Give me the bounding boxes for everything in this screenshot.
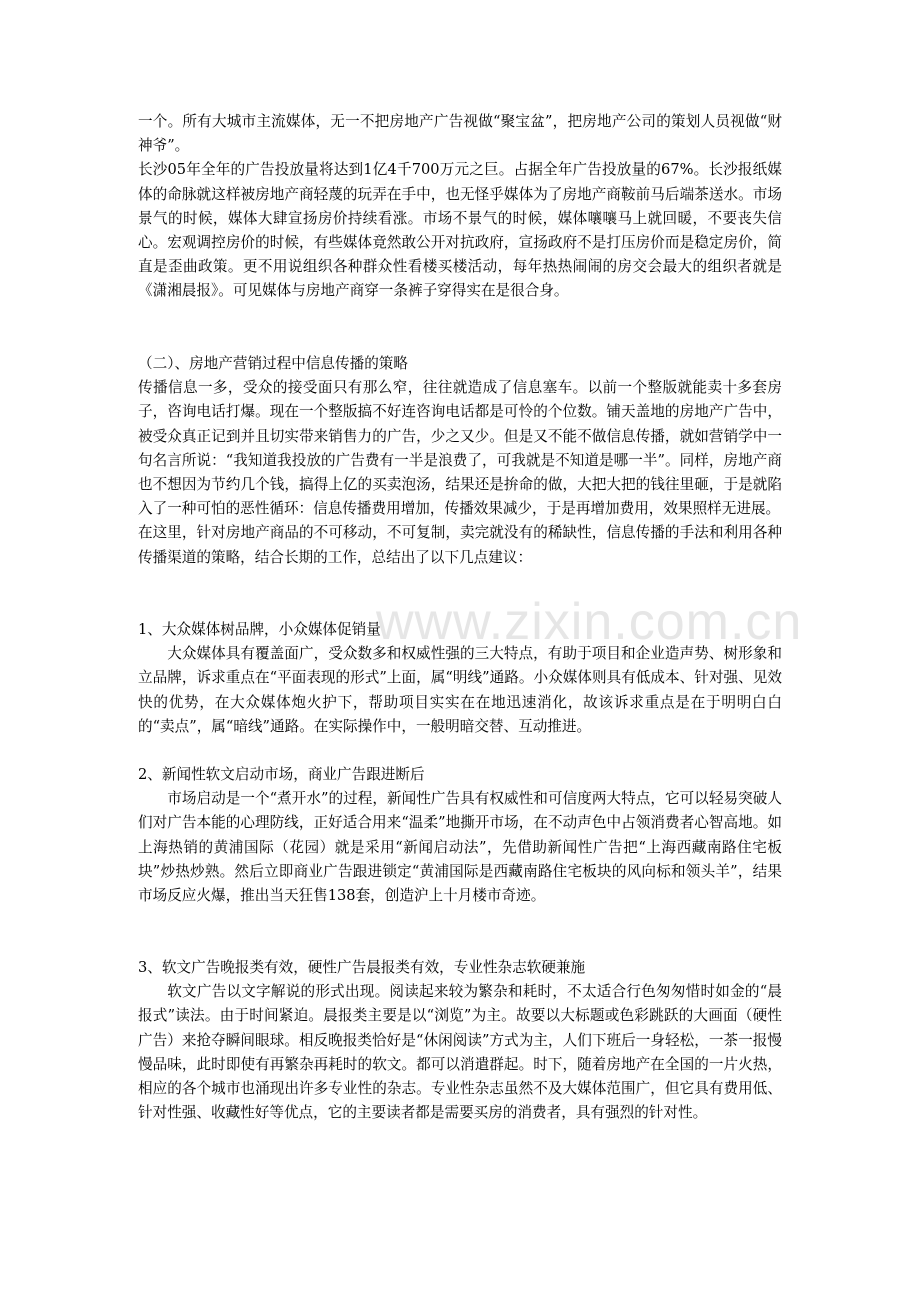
suggestion-1-paragraph: 大众媒体具有覆盖面广，受众数多和权威性强的三大特点，有助于项目和企业造声势、树形象和立品牌，诉求重点在“平面表现的形式”上面，属“明线”通路。小众媒体则具有低成本、针对强、见效快的优势，在大众媒体炮火护下，帮助项目实实在在地迅速消化，故该诉求重点是在于明明白白的“卖点”，属“暗线”通路。在实际操作中，一般明暗交替、互动推进。 — [138, 645, 782, 735]
section-2-paragraph-1: 传播信息一多，受众的接受面只有那么窄，往往就造成了信息塞车。以前一个整版就能卖十多套房子，咨询电话打爆。现在一个整版搞不好连咨询电话都是可怜的个位数。铺天盖地的房地产广告中，被受众真正记到并且切实带来销售力的广告，少之又少。但是又不能不做信息传播，就如营销学中一句名言所说：“我知道我投放的广告费有一半是浪费了，可我就是不知道是哪一半”。同样，房地产商也不想因为节约几个钱，搞得上亿的买卖泡汤，结果还是拚命的做，大把大把的钱往里砸，于是就陷入了一种可怕的恶性循环：信息传播费用增加，传播效果减少，于是再增加费用，效果照样无进展。 — [138, 379, 782, 518]
section-2 — [138, 352, 782, 570]
suggestion-2 — [138, 763, 782, 908]
suggestion-1-heading: 1、大众媒体树品牌，小众媒体促销量 — [138, 621, 381, 638]
suggestion-1 — [138, 618, 782, 739]
watermark: www.zixin.com.cn — [376, 593, 803, 651]
intro-paragraph-1: 一个。所有大城市主流媒体，无一不把房地产广告视做“聚宝盆”，把房地产公司的策划人员视做“财神爷”。 — [138, 113, 782, 155]
suggestion-2-heading: 2、新闻性软文启动市场，商业广告跟进断后 — [138, 766, 425, 783]
suggestion-3-paragraph: 软文广告以文字解说的形式出现。阅读起来较为繁杂和耗时，不太适合行色匆匆惜时如金的“晨报式”读法。由于时间紧迫。晨报类主要是以“浏览”为主。故要以大标题或色彩跳跃的大画面（硬性广告）来抢夺瞬间眼球。相反晚报类恰好是“休闲阅读”方式为主，人们下班后一身轻松，一茶一报慢慢品味，此时即使有再繁杂再耗时的软文。都可以消遣群起。时下，随着房地产在全国的一片火热，相应的各个城市也涌现出许多专业性的杂志。专业性杂志虽然不及大媒体范围广，但它具有费用低、针对性强、收藏性好等优点，它的主要读者都是需要买房的消费者，具有强烈的针对性。 — [138, 983, 782, 1122]
suggestion-3-heading: 3、软文广告晚报类有效，硬性广告晨报类有效，专业性杂志软硬兼施 — [138, 959, 586, 976]
intro-paragraph-2: 长沙05年全年的广告投放量将达到1亿4千700万元之巨。占据全年广告投放量的67%。长沙报纸媒体的命脉就这样被房地产商轻蔑的玩弄在手中，也无怪乎媒体为了房地产商鞍前马后端茶送水。市场景气的时候，媒体大肆宣扬房价持续看涨。市场不景气的时候，媒体嚷嚷马上就回暖，不要丧失信心。宏观调控房价的时候，有些媒体竟然敢公开对抗政府，宣扬政府不是打压房价而是稳定房价，简直是歪曲政策。更不用说组织各种群众性看楼买楼活动，每年热热闹闹的房交会最大的组织者就是《潇湘晨报》。可见媒体与房地产商穿一条裤子穿得实在是很合身。 — [138, 161, 782, 300]
section-2-heading: （二）、房地产营销过程中信息传播的策略 — [138, 355, 408, 372]
intro-section — [138, 110, 782, 304]
section-2-paragraph-2: 在这里，针对房地产商品的不可移动，不可复制，卖完就没有的稀缺性，信息传播的手法和利用各种传播渠道的策略，结合长期的工作，总结出了以下几点建议： — [138, 524, 782, 566]
suggestion-3 — [138, 956, 782, 1125]
suggestion-2-paragraph: 市场启动是一个“煮开水”的过程，新闻性广告具有权威性和可信度两大特点，它可以轻易突破人们对广告本能的心理防线，正好适合用来“温柔”地撕开市场，在不动声色中占领消费者心智高地。如上海热销的黄浦国际（花园）就是采用“新闻启动法”，先借助新闻性广告把“上海西藏南路住宅板块”炒热炒熟。然后立即商业广告跟进锁定“黄浦国际是西藏南路住宅板块的风向标和领头羊”，结果市场反应火爆，推出当天狂售138套，创造沪上十月楼市奇迹。 — [138, 790, 782, 905]
